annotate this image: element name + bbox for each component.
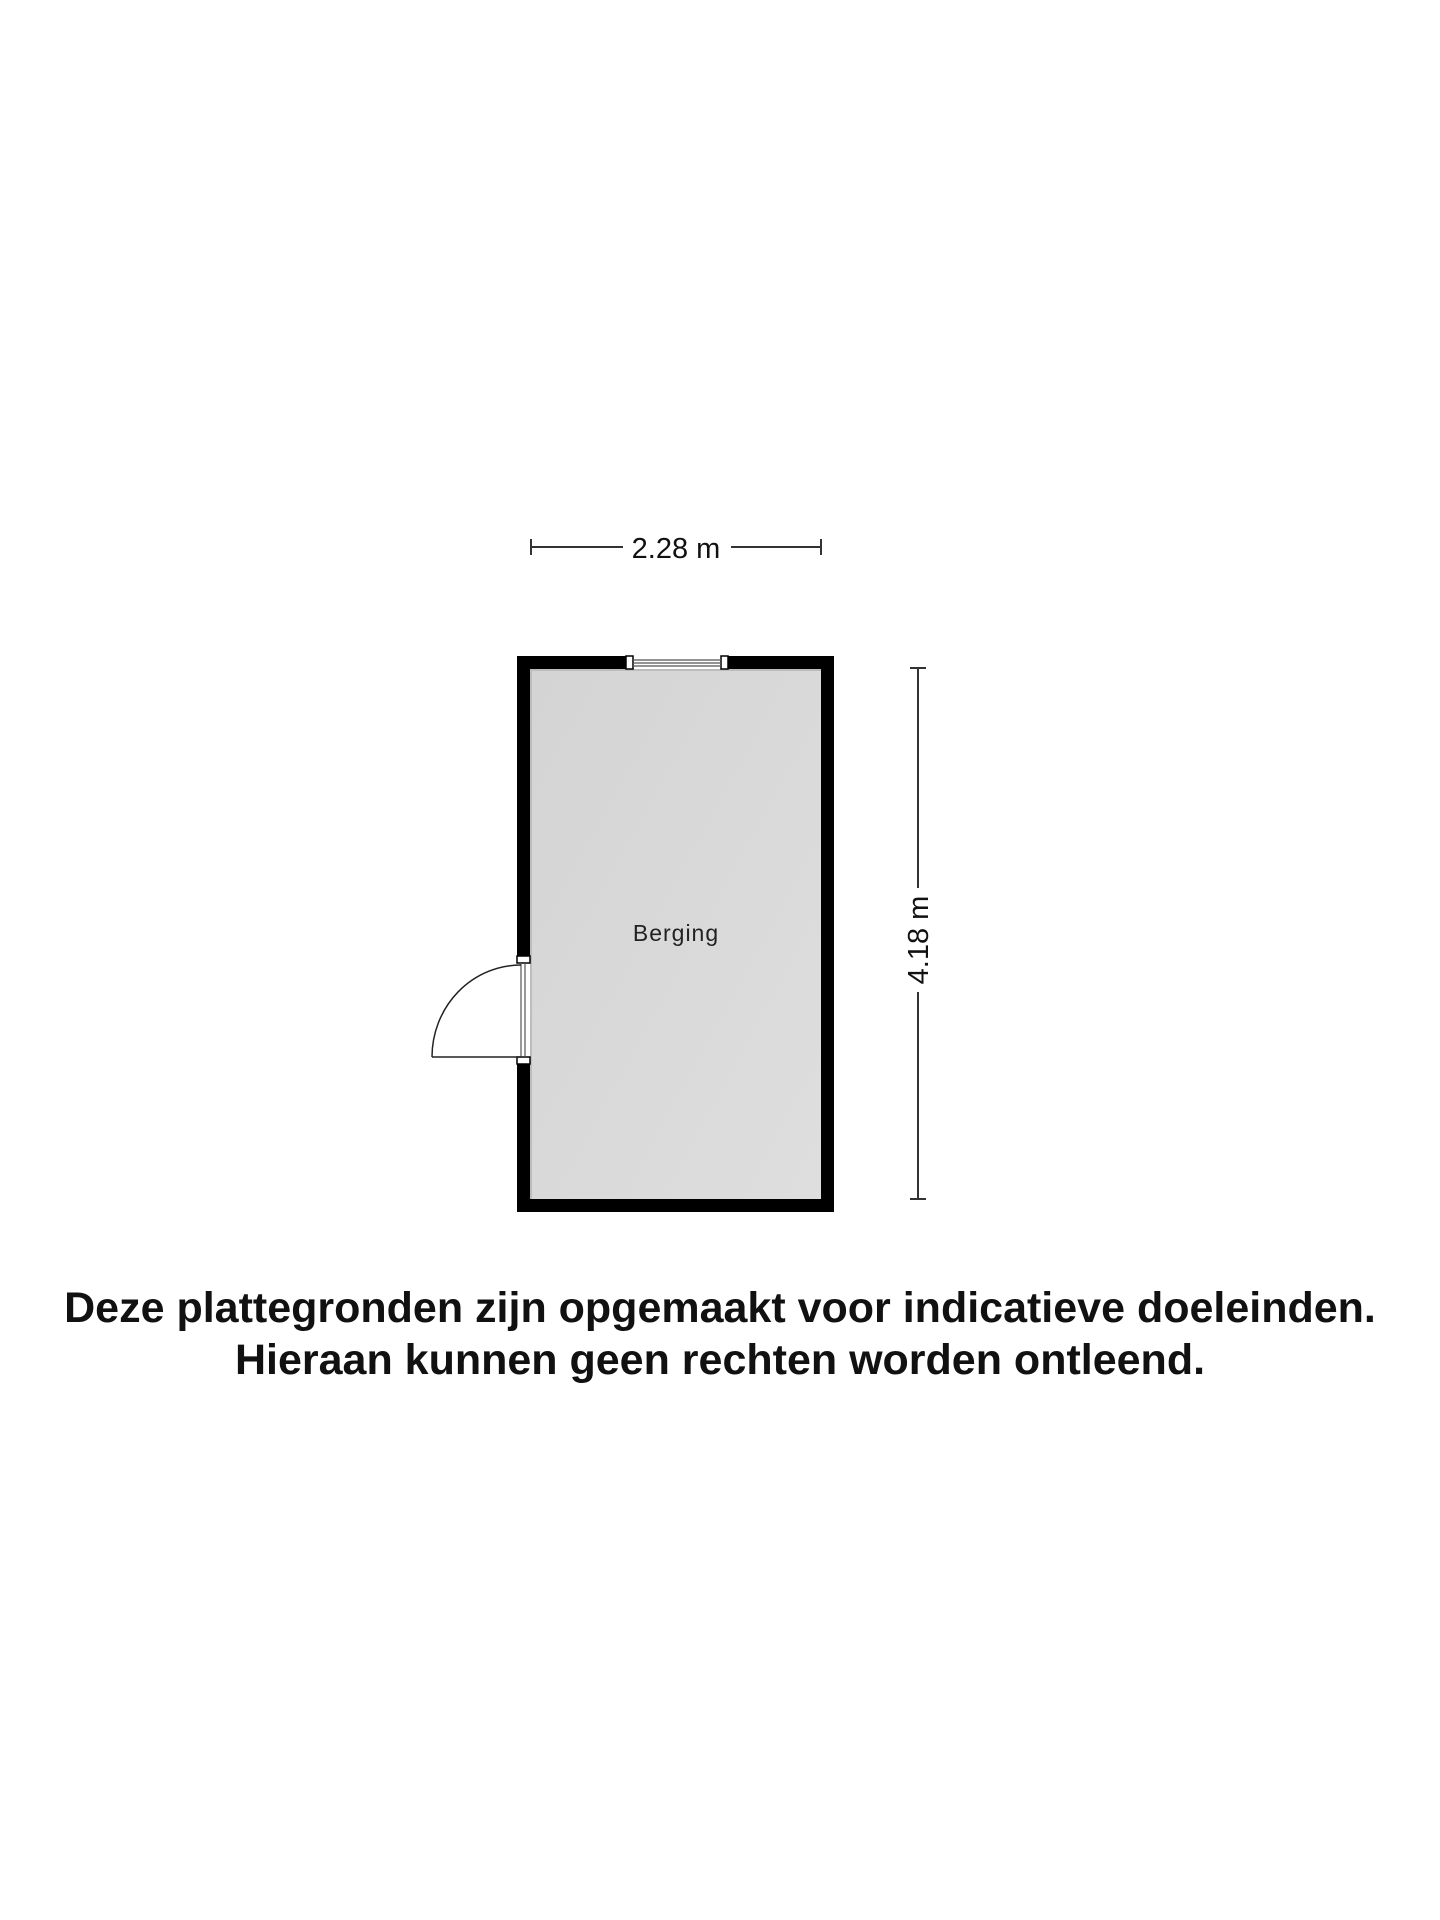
room-berging [432,656,834,1212]
door-jamb-bottom [517,1057,530,1064]
door-jamb-top [517,956,530,963]
height-dimension-label: 4.18 m [903,895,935,985]
window-top [626,656,728,669]
door-opening [517,956,530,1064]
door-swing-arc [432,965,521,1057]
disclaimer [0,1282,1440,1386]
height-dimension [903,668,935,1199]
window-jamb-left [626,656,633,669]
room-label: Berging [632,920,720,946]
width-dimension [531,533,821,565]
disclaimer-line-1: Deze plattegronden zijn opgemaakt voor indicatieve doeleinden. [64,1284,1376,1332]
door-left [432,956,530,1064]
window-jamb-right [721,656,728,669]
disclaimer-line-2: Hieraan kunnen geen rechten worden ontleend. [234,1336,1206,1384]
width-dimension-label: 2.28 m [631,533,721,565]
